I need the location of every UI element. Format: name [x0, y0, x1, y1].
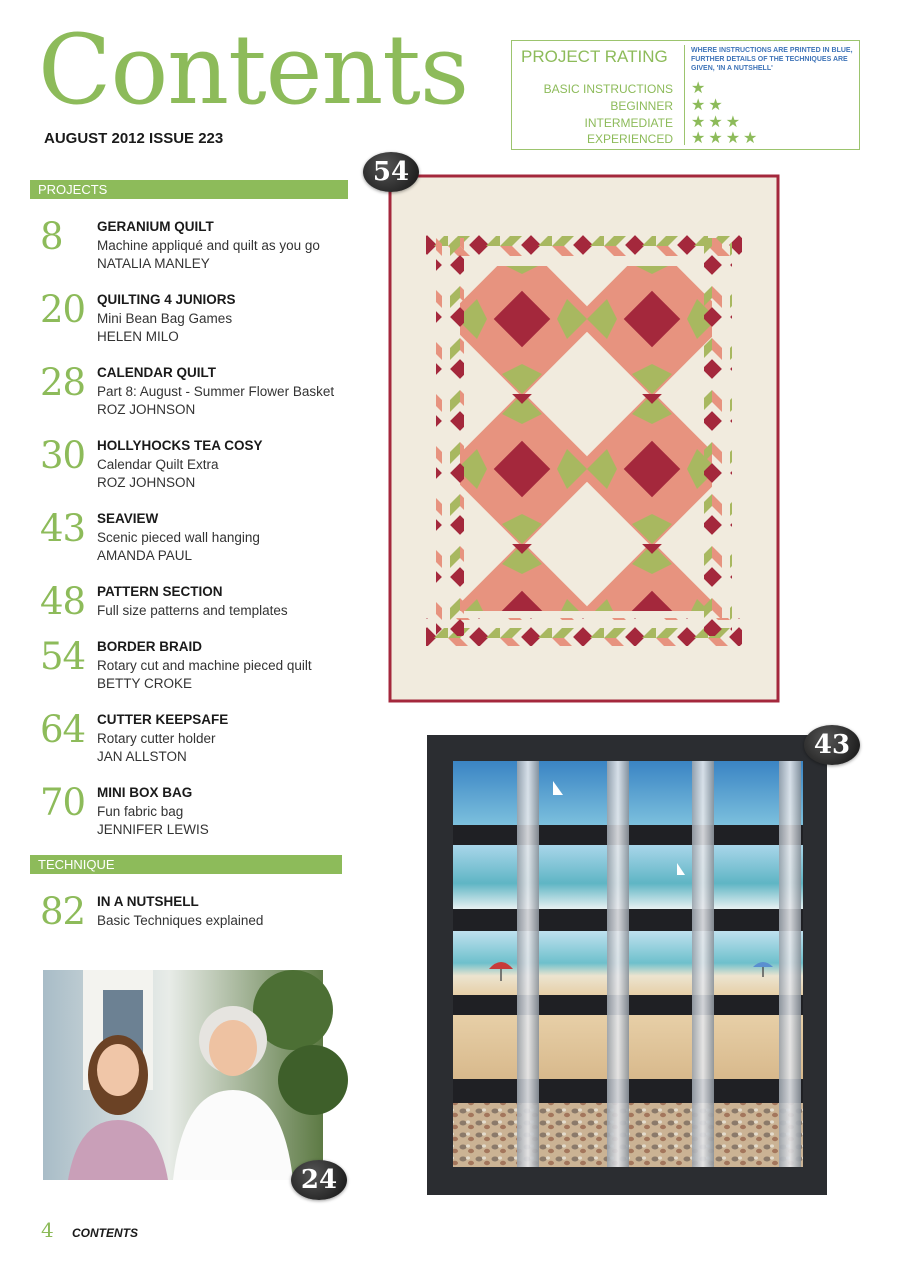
page-title: Contents: [38, 14, 469, 126]
entry-author: JENNIFER LEWIS: [97, 822, 209, 837]
entry-description: Calendar Quilt Extra: [97, 456, 219, 472]
entry-page-number: 48: [40, 580, 86, 623]
border-braid-quilt-image: [372, 157, 778, 701]
entry-title: CUTTER KEEPSAFE: [97, 712, 229, 727]
entry-description: Basic Techniques explained: [97, 912, 264, 928]
rating-stars-beginner: ★★: [691, 97, 726, 114]
entry-author: HELEN MILO: [97, 329, 179, 344]
section-bar-technique: TECHNIQUE: [30, 855, 342, 874]
footer-section-label: CONTENTS: [72, 1226, 138, 1240]
entry-title: HOLLYHOCKS TEA COSY: [97, 438, 263, 453]
entry-description: Scenic pieced wall hanging: [97, 529, 260, 545]
rating-stars-basic: ★: [691, 80, 709, 97]
rating-label-beginner: BEGINNER: [610, 99, 673, 113]
entry-author: NATALIA MANLEY: [97, 256, 210, 271]
makers-photo: [43, 970, 338, 1195]
rating-divider: [684, 45, 685, 145]
seaview-quilt-graphic: [427, 735, 827, 1195]
page-number: 4: [41, 1218, 54, 1242]
rating-note: WHERE INSTRUCTIONS ARE PRINTED IN BLUE, FURTHER DETAILS OF THE TECHNIQUES ARE GIVEN, 'IN A NUTSHELL': [691, 47, 853, 72]
entry-page-number: 64: [40, 708, 86, 751]
entry-title: BORDER BRAID: [97, 639, 203, 654]
entry-author: ROZ JOHNSON: [97, 402, 196, 417]
entry-description: Machine appliqué and quilt as you go: [97, 237, 320, 253]
entry-title: CALENDAR QUILT: [97, 365, 216, 380]
page-badge: 24: [291, 1160, 347, 1200]
entry-title: SEAVIEW: [97, 511, 159, 526]
entry-title: IN A NUTSHELL: [97, 894, 199, 909]
entry-page-number: 8: [40, 215, 63, 258]
entry-title: PATTERN SECTION: [97, 584, 223, 599]
section-bar-projects: PROJECTS: [30, 180, 348, 199]
entry-author: JAN ALLSTON: [97, 749, 187, 764]
entry-page-number: 30: [40, 434, 86, 477]
border-braid-quilt-graphic: [390, 176, 778, 701]
entry-description: Rotary cutter holder: [97, 730, 216, 746]
rating-label-basic: BASIC INSTRUCTIONS: [543, 82, 673, 96]
entry-page-number: 54: [40, 635, 86, 678]
entry-page-number: 28: [40, 361, 86, 404]
rating-title: PROJECT RATING: [521, 47, 668, 66]
issue-line: AUGUST 2012 ISSUE 223: [44, 130, 224, 147]
entry-description: Full size patterns and templates: [97, 602, 288, 618]
rating-label-intermediate: INTERMEDIATE: [584, 116, 673, 130]
makers-photo-graphic: [43, 970, 323, 1180]
entry-page-number: 43: [40, 507, 86, 550]
entry-author: BETTY CROKE: [97, 676, 193, 691]
page-badge: 54: [363, 152, 419, 192]
entry-page-number: 70: [40, 781, 86, 824]
entry-page-number: 82: [40, 890, 86, 933]
entry-title: GERANIUM QUILT: [97, 219, 214, 234]
entry-description: Part 8: August - Summer Flower Basket: [97, 383, 335, 399]
seaview-quilt-image: [427, 730, 851, 1195]
entry-description: Rotary cut and machine pieced quilt: [97, 657, 312, 673]
entry-page-number: 20: [40, 288, 86, 331]
entry-title: MINI BOX BAG: [97, 785, 193, 800]
entry-description: Fun fabric bag: [97, 803, 184, 819]
rating-stars-intermediate: ★★★: [691, 114, 744, 131]
entry-author: AMANDA PAUL: [97, 548, 193, 563]
project-rating-box: [511, 40, 860, 150]
rating-label-experienced: EXPERIENCED: [586, 132, 673, 146]
rating-stars-experienced: ★★★★: [691, 130, 761, 147]
page-badge: 43: [804, 725, 860, 765]
entry-title: QUILTING 4 JUNIORS: [97, 292, 236, 307]
entry-description: Mini Bean Bag Games: [97, 310, 233, 326]
entry-author: ROZ JOHNSON: [97, 475, 196, 490]
